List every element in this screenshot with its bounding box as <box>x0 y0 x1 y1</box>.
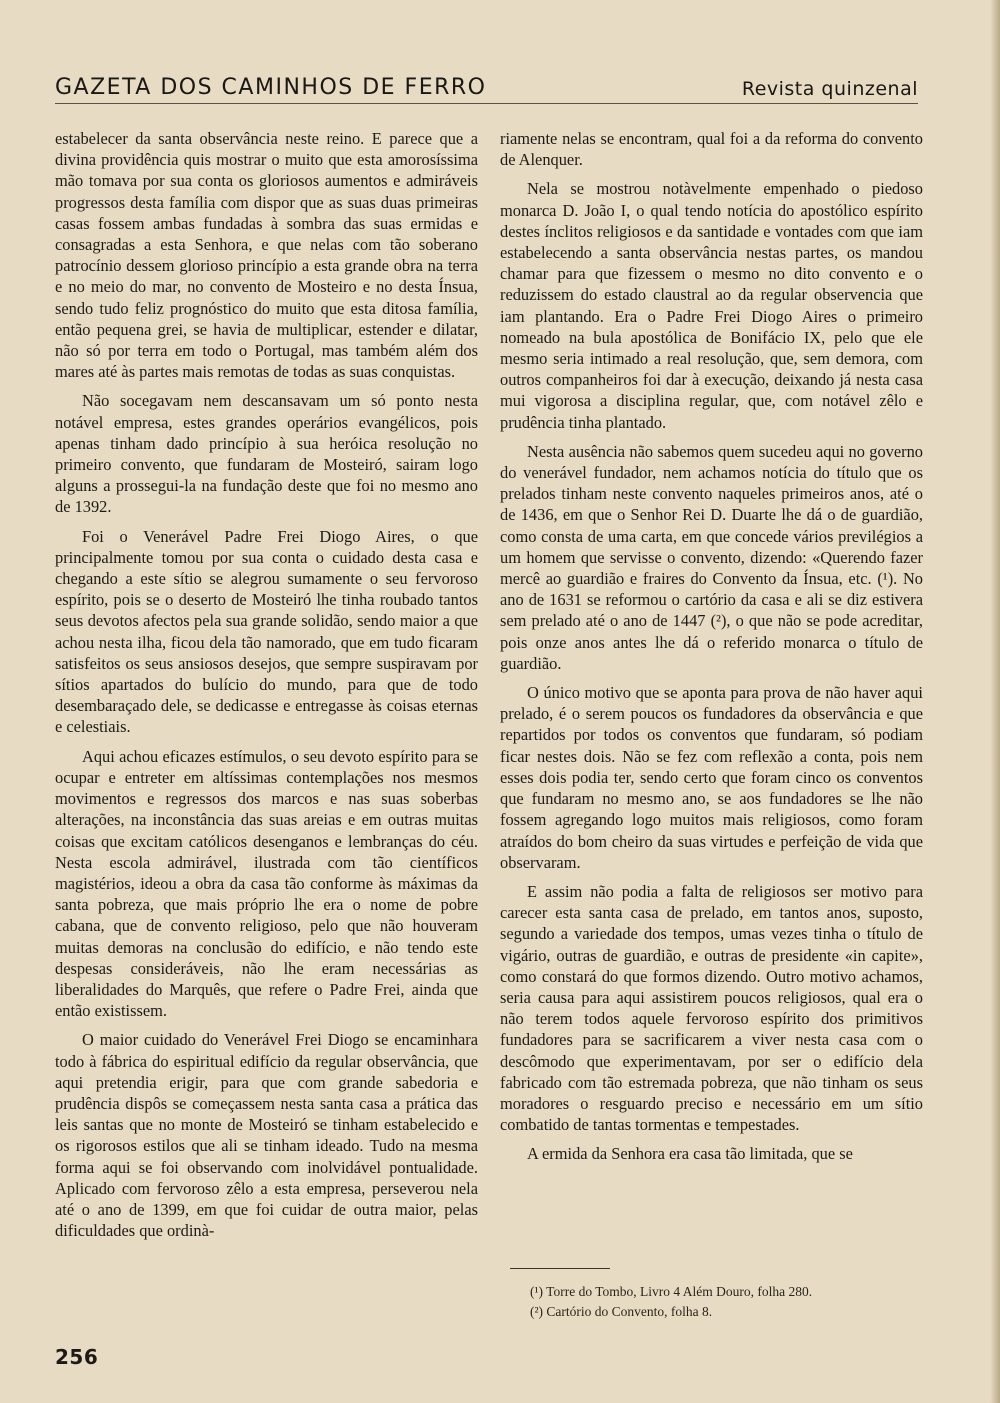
journal-subtitle: Revista quinzenal <box>741 78 918 100</box>
paragraph: O maior cuidado do Venerável Frei Diogo se encaminhara todo à fábrica do espiritual edifício da regular observância, que aqui pretendia erigir, para que com grande sabedoria e prudência dispôs se começassem nesta santa casa a prática das leis santas que no monte de Mosteiró se tinham estabelecido e os rigorosos estilos que ali se tinham ideado. Tudo na mesma forma aqui se foi observando com inolvidável pontualidade. Aplicado com fervoroso zêlo a esta empresa, perseverou nela até o ano de 1399, em que foi cuidar de outra maior, pelas dificuldades que ordinà- <box>55 1030 478 1241</box>
page-edge <box>990 0 1000 1403</box>
journal-title: GAZETA DOS CAMINHOS DE FERRO <box>55 75 487 100</box>
paragraph: A ermida da Senhora era casa tão limitada, que se <box>527 1144 853 1164</box>
paragraph: Nela se mostrou notàvelmente empenhado o piedoso monarca D. João I, o qual tendo notícia do apostólico espírito destes ínclitos religiosos e da santidade e vontades com que iam estabelecendo a santa observância nestas partes, os mandou chamar para que fizessem o mesmo no dito convento e o reduzissem do estado claustral ao da regular observencia que iam plantando. Era o Padre Frei Diogo Aires o primeiro nomeado na bula apostólica de Bonifácio IX, pelo que ele mesmo seria intimado a real resolução, que, sem demora, com outros companheiros foi dar à execução, deixando já nesta casa mui vigorosa a disciplina regular, que, com notável zêlo e prudência tinha plantado. <box>500 179 923 432</box>
paragraph: Nesta ausência não sabemos quem sucedeu aqui no governo do venerável fundador, nem achamos notícia do título que os prelados tinham neste convento naqueles primeiros anos, até o de 1436, em que o Senhor Rei D. Duarte lhe dá o de guardião, como consta de uma carta, em que concede vários previlégios a um homem que servisse o convento, dizendo: «Querendo fazer mercê ao guardião e fraires do Convento da Ínsua, etc. (¹). No ano de 1631 se reformou o cartório da casa e ali se diz estivera sem prelado até o ano de 1447 (²), o que não se pode acreditar, pois onze anos antes lhe dá o referido monarca o título de guardião. <box>500 441 923 673</box>
page-number: 256 <box>55 1345 99 1369</box>
paragraph: Não socegavam nem descansavam um só ponto nesta notável empresa, estes grandes operários evangélicos, pois apenas tinham dado princípio à sua heróica resolução no primeiro convento, que fundaram de Mosteiró, sairam logo alguns a prossegui-la na fundação deste que foi no mesmo ano de 1392. <box>55 391 478 517</box>
paragraph: E assim não podia a falta de religiosos ser motivo para carecer esta santa casa de prelado, em tantos anos, suposto, segundo a variedade dos tempos, umas vezes tinha o título de vigário, outras de guardião, e outras de presidente «in capite», como constará do que formos dizendo. Outro motivo achamos, seria causa para aqui assistirem poucos religiosos, qual era o não terem todos aquele fervoroso espírito dos primitivos fundadores para se sacrificarem a viver nesta casa com o descômodo que experimentavam, por ser o edifício dela fabricado com tão estremada pobreza, que não tinham os seus moradores o resguardo preciso e necessário em um sítio combatido de tantas tormentas e tempestades. <box>500 881 923 1135</box>
header-rule <box>55 103 918 104</box>
paragraph: estabelecer da santa observância neste reino. E parece que a divina providência quis mostrar o muito que esta amorosíssima mão tomava por sua conta os gloriosos aumentos e admiráveis progressos desta família com dispor que as suas duas primeiras casas fossem ambas fundadas à sombra das suas ermidas e consagradas a esta Senhora, e que nelas com tão soberano patrocínio dessem glorioso princípio a esta grande obra na terra e no meio do mar, no convento de Mosteiro e no desta Ínsua, sendo tudo feliz prognóstico do muito que esta ditosa família, então pequena grei, se havia de multiplicar, estender e dilatar, não só por terra em todo o Portugal, mas também além dos mares até às partes mais remotas de todas as suas conquistas. <box>55 129 478 382</box>
footnotes <box>530 1282 910 1322</box>
footnote: (²) Cartório do Convento, folha 8. <box>530 1304 713 1319</box>
paragraph: O único motivo que se aponta para prova de não haver aqui prelado, é o serem poucos os fundadores da observância e que repartidos por todos os conventos que fundaram, só podiam ficar nestes dois. Não se fez com reflexão a conta, pois nem esses dois podia ter, sendo certo que foram cinco os conventos que fundaram no mesmo ano, se aos fundadores se lhe não fossem agregando logo muitos mais religiosos, como foram atraídos do bom cheiro da suas virtudes e perfeição de vida que observaram. <box>500 683 923 872</box>
paragraph: Aqui achou eficazes estímulos, o seu devoto espírito para se ocupar e entreter em altíssimas contemplações nos mesmos movimentos e regressos dos marcos e nas suas soberbas alterações, na inconstância das suas areias e em outras muitas coisas que excitam católicos desenganos e lembranças do céu. Nesta escola admirável, ilustrada com tão científicos magistérios, ideou a obra da casa tão conforme às máximas da santa pobreza, que mais próprio lhe era o nome de pobre cabana, que de convento religioso, pelo que não houveram muitas demoras na conclusão do edifício, e não tendo este despesas consideráveis, não lhe eram necessárias as liberalidades do Marquês, que refere o Padre Frei, ainda que então existissem. <box>55 746 478 1021</box>
footnote-rule <box>510 1268 610 1269</box>
footnote: (¹) Torre do Tombo, Livro 4 Além Douro, folha 280. <box>530 1284 813 1299</box>
left-column <box>55 128 478 1241</box>
paragraph: Foi o Venerável Padre Frei Diogo Aires, o que principalmente tomou por sua conta o cuidado desta casa e chegando a este sítio se alegrou sumamente o seu fervoroso espírito, pois se o deserto de Mosteiró lhe tinha roubado tantos seus devotos afectos pela sua grande solidão, sendo maior a que achou nesta ilha, ficou dela tão namorado, que em tudo ficaram satisfeitos os seus ansiosos desejos, que sempre suspiravam por sítios apartados do bulício do mundo, para que de todo desembaraçado dele, se dedicasse e entregasse às coisas eternas e celestiais. <box>55 526 478 737</box>
right-column <box>500 128 923 1165</box>
paragraph: riamente nelas se encontram, qual foi a da reforma do convento de Alenquer. <box>500 129 923 170</box>
running-header <box>55 58 918 100</box>
